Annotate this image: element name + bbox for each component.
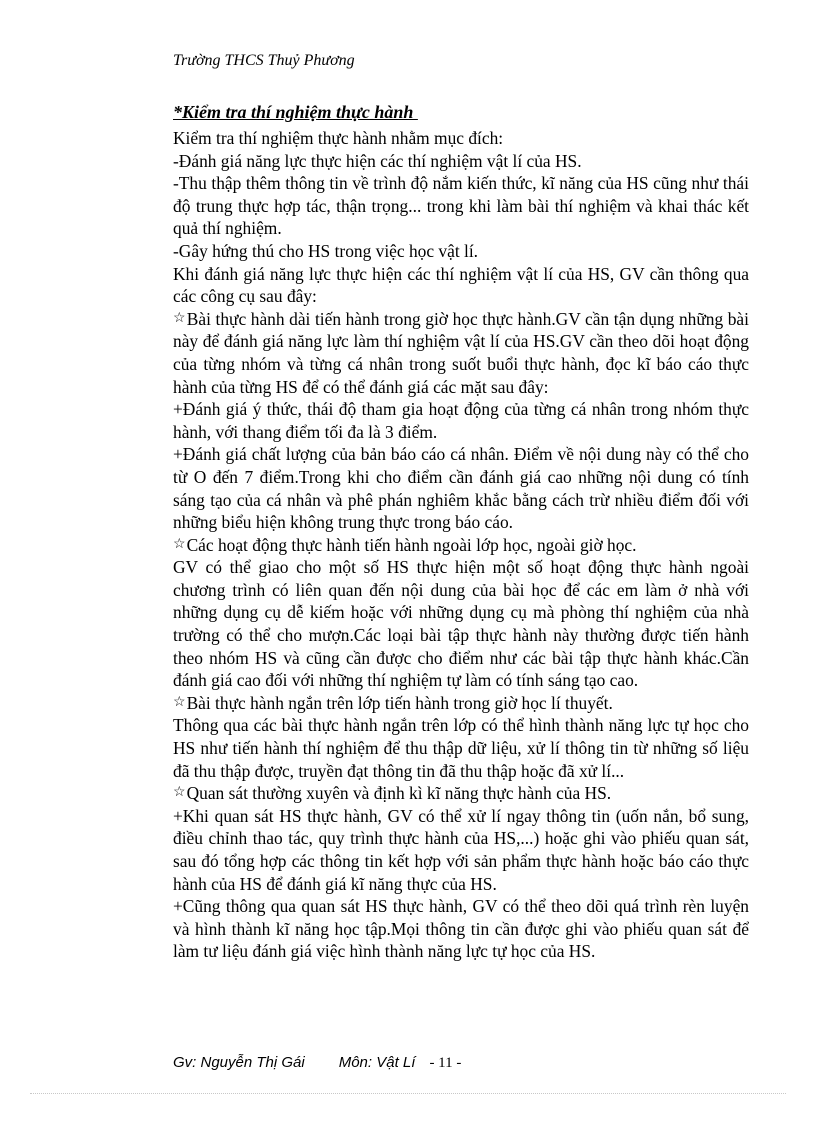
footer-subject: Môn: Vật Lí bbox=[338, 1054, 416, 1071]
paragraph: Khi đánh giá năng lực thực hiện các thí nghiệm vật lí của HS, GV cần thông qua các công cụ sau đây: bbox=[173, 263, 749, 307]
paragraph-text: Các hoạt động thực hành tiến hành ngoài lớp học, ngoài giờ học. bbox=[186, 534, 637, 555]
school-header: Trường THCS Thuỷ Phương bbox=[173, 52, 355, 69]
page-bottom-rule bbox=[30, 1093, 786, 1094]
star-icon: ☆ bbox=[173, 310, 186, 326]
paragraph: +Khi quan sát HS thực hành, GV có thể xử lí ngay thông tin (uốn nắn, bổ sung, điều chỉnh thao tác, quy trình thực hành của HS,...) hoặc ghi vào phiếu quan sát, sau đó tổng hợp các thông tin kết hợp với sản phẩm thực hành hoặc báo cáo thực hành của HS để đánh giá kĩ năng thực của HS. bbox=[173, 805, 749, 894]
paragraph: +Đánh giá ý thức, thái độ tham gia hoạt động của từng cá nhân trong nhóm thực hành, với thang điểm tối đa là 3 điểm. bbox=[173, 399, 749, 442]
paragraph-text: Bài thực hành ngắn trên lớp tiến hành trong giờ học lí thuyết. bbox=[186, 692, 613, 713]
paragraph-text: Quan sát thường xuyên và định kì kĩ năng thực hành của HS. bbox=[186, 783, 612, 804]
star-icon: ☆ bbox=[173, 694, 186, 710]
paragraph: -Gây hứng thú cho HS trong việc học vật lí. bbox=[173, 240, 479, 261]
page-footer bbox=[173, 1054, 461, 1072]
paragraph: +Đánh giá chất lượng của bản báo cáo cá nhân. Điểm về nội dung này có thể cho từ O đến 7 điểm.Trong khi cho điểm cần đánh giá cao những nội dung có tính sáng tạo của cá nhân và phê phán nghiêm khắc bằng cách trừ nhiều điểm đối với những biểu hiện không trung thực trong báo cáo. bbox=[173, 444, 749, 533]
bullet-paragraph bbox=[173, 308, 749, 398]
paragraph-text: Bài thực hành dài tiến hành trong giờ học thực hành.GV cần tận dụng những bài này để đánh giá năng lực làm thí nghiệm vật lí của HS.GV cần theo dõi hoạt động của từng nhóm và từng cá nhân trong suốt buổi thực hành, đọc kĩ báo cáo thực hành của từng HS để có thể đánh giá các mặt sau đây: bbox=[173, 308, 749, 397]
footer-teacher: Gv: Nguyễn Thị Gái bbox=[173, 1054, 305, 1071]
paragraph: Thông qua các bài thực hành ngắn trên lớp có thể hình thành năng lực tự học cho HS như tiến hành thí nghiệm để thu thập dữ liệu, xử lí thông tin từ những số liệu đã thu thập được, truyền đạt thông tin đã thu thập hoặc đã xử lí... bbox=[173, 715, 749, 781]
bullet-paragraph bbox=[173, 534, 749, 557]
bullet-paragraph bbox=[173, 692, 749, 715]
paragraph: -Đánh giá năng lực thực hiện các thí nghiệm vật lí của HS. bbox=[173, 150, 582, 171]
section-title: *Kiểm tra thí nghiệm thực hành bbox=[173, 102, 418, 122]
page-number: - 11 - bbox=[429, 1055, 462, 1071]
star-icon: ☆ bbox=[173, 536, 186, 552]
document-body bbox=[173, 127, 749, 963]
star-icon: ☆ bbox=[173, 785, 186, 801]
paragraph: -Thu thập thêm thông tin về trình độ nắm kiến thức, kĩ năng của HS cũng như thái độ trung thực hợp tác, thận trọng... trong khi làm bài thí nghiệm và khai thác kết quả thí nghiệm. bbox=[173, 173, 749, 239]
paragraph: +Cũng thông qua quan sát HS thực hành, GV có thể theo dõi quá trình rèn luyện và hình thành kĩ năng học tập.Mọi thông tin cần được ghi vào phiếu quan sát để làm tư liệu đánh giá việc hình thành năng lực tự học của HS. bbox=[173, 896, 749, 962]
paragraph: GV có thể giao cho một số HS thực hiện một số hoạt động thực hành ngoài chương trình có liên quan đến nội dung của bài học để các em làm ở nhà với những dụng cụ dễ kiếm hoặc với những dụng cụ mà phòng thí nghiệm của nhà trường có thể cho mượn.Các loại bài tập thực hành này thường được tiến hành theo nhóm HS và cũng cần được cho điểm như các bài tập thực hành khác.Cần đánh giá cao đối với những thí nghiệm tự làm có tính sáng tạo cao. bbox=[173, 557, 749, 691]
bullet-paragraph bbox=[173, 782, 749, 805]
paragraph: Kiểm tra thí nghiệm thực hành nhằm mục đích: bbox=[173, 128, 504, 148]
